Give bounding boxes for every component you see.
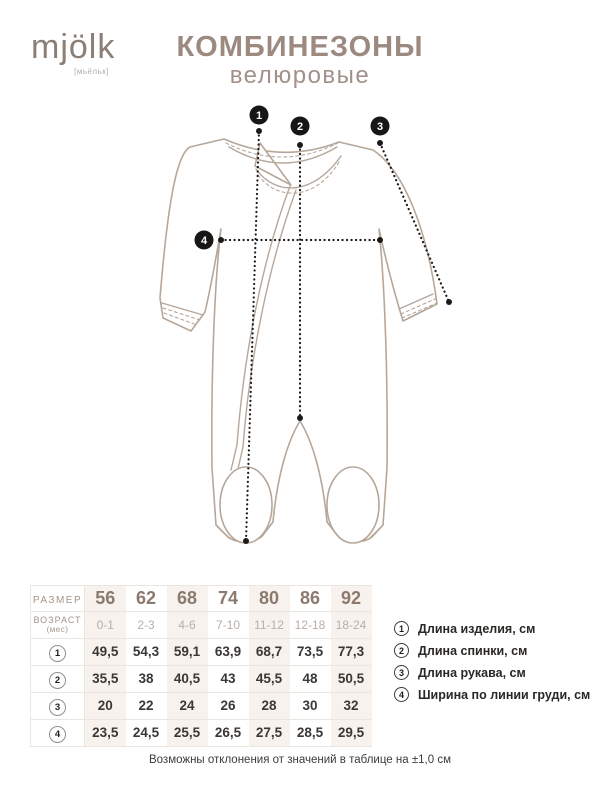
measure-value: 38 [138,671,154,686]
romper-outline [160,139,437,542]
legend-item-1 [394,621,590,636]
age-value: 11-12 [254,618,284,632]
dot-line2-bottom [297,415,303,421]
table-row-measure-3 [31,693,372,720]
title-main: КОМБИНЕЗОНЫ [176,31,424,63]
measure-value: 35,5 [92,671,119,686]
table-row-size [31,586,372,612]
legend-number-badge: 3 [394,665,409,680]
dot-line4-left [218,237,224,243]
measure-value: 43 [220,671,236,686]
measure-value: 63,9 [214,644,242,659]
legend-label: Длина рукава, см [418,665,526,680]
measure-value: 25,5 [173,725,201,740]
size-value: 92 [340,588,362,608]
legend-label: Длина спинки, см [418,643,528,658]
measure-value: 24,5 [132,725,160,740]
measure-value: 30 [302,698,318,713]
measure-value: 29,5 [337,725,365,740]
marker-4-number: 4 [200,235,208,247]
measure-value: 59,1 [173,644,201,659]
size-value: 74 [217,588,239,608]
measurement-legend [394,621,590,709]
garment-diagram [130,95,470,565]
age-value: 7-10 [215,618,241,632]
dot-line3-bottom [446,299,452,305]
age-value: 2-3 [137,618,155,632]
row-number-badge: 1 [49,645,66,662]
size-value: 56 [95,588,116,608]
size-value: 80 [258,588,280,608]
table-row-age [31,612,372,639]
marker-2-number: 2 [296,121,304,133]
measure-value: 48 [302,671,318,686]
measure-value: 54,3 [132,644,160,659]
row-number-badge: 3 [49,699,66,716]
measure-value: 40,5 [173,671,201,686]
page-title [0,33,600,90]
table-row-measure-1 [31,639,372,666]
measure-value: 68,7 [255,644,283,659]
measure-value: 23,5 [92,725,119,740]
dot-line4-right [377,237,383,243]
measure-value: 50,5 [337,671,365,686]
marker-3-number: 3 [376,121,384,133]
legend-item-3 [394,665,590,680]
measure-value: 24 [179,698,195,713]
age-header-label: ВОЗРАСТ [33,615,82,626]
size-value: 68 [176,588,198,608]
measure-value: 28,5 [296,725,324,740]
legend-number-badge: 1 [394,621,409,636]
dot-line1-top [256,128,262,134]
measure-value: 20 [97,698,113,713]
size-value: 62 [135,588,157,608]
measure-value: 49,5 [92,644,119,659]
brand-transcription: [мьёльк] [74,66,109,76]
age-value: 18-24 [335,618,367,632]
dot-line1-bottom [243,538,249,544]
measure-value: 22 [138,698,154,713]
measure-value: 26,5 [214,725,242,740]
dot-line2-top [297,142,303,148]
table-row-measure-2 [31,666,372,693]
table-row-measure-4 [31,720,372,747]
legend-label: Ширина по линии груди, см [418,687,591,702]
marker-1-number: 1 [255,110,263,122]
legend-item-4 [394,687,590,702]
title-subtitle: велюровые [229,62,371,89]
dot-line3-top [377,140,383,146]
measure-value: 27,5 [255,725,283,740]
age-value: 12-18 [294,618,326,632]
measure-value: 32 [343,698,359,713]
legend-number-badge: 4 [394,687,409,702]
age-header-unit: (мес) [46,625,69,634]
measure-value: 73,5 [296,644,324,659]
size-value: 86 [299,588,321,608]
row-number-badge: 2 [49,672,66,689]
measure-value: 28 [261,698,277,713]
age-value: 4-6 [178,618,196,632]
legend-item-2 [394,643,590,658]
row-number-badge: 4 [49,726,66,743]
size-header-label: РАЗМЕР [32,594,83,606]
tolerance-note: Возможны отклонения от значений в таблице на ±1,0 см [149,754,451,766]
age-value: 0-1 [96,618,114,632]
legend-label: Длина изделия, см [418,621,536,636]
size-table [30,585,372,747]
measure-value: 45,5 [255,671,283,686]
brand-name: mjölk [31,28,116,66]
measure-value: 26 [220,698,236,713]
measure-value: 77,3 [337,644,365,659]
legend-number-badge: 2 [394,643,409,658]
